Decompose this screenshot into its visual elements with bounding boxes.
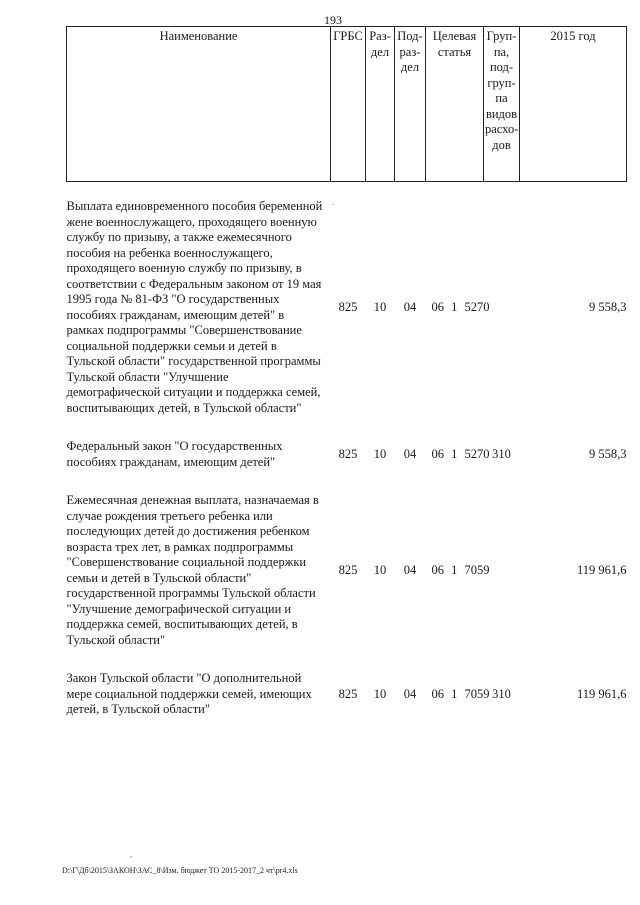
- row-razdel: 10: [373, 562, 387, 577]
- gap-row: [67, 470, 627, 493]
- row-amount: 9 558,3: [589, 446, 627, 461]
- row-name: Выплата единовременного пособия беременной жене военнослужащего, проходящего военную службу по призыву, а также ежемесячного пособия на ребенка военнослужащего, проходящего военную службу по призыву, в соответствии с Федеральным законом от 19 мая 1995 года № 81-ФЗ "О государственных пособиях гражданам, имеющим детей" в рамках подпрограммы "Совершенствование социальной поддержки семьи и детей в Тульской области" государственной программы Тульской области "Улучшение демографической ситуации и поддержка семей, воспитывающих детей, в Тульской области": [66, 199, 323, 415]
- row-grbs: 825: [338, 446, 358, 461]
- scan-mark: .: [332, 198, 334, 207]
- header-group: Груп- па, под- груп- па видов расхо- дов: [484, 27, 520, 182]
- header-article: Целевая статья: [426, 27, 484, 182]
- row-razdel: 10: [373, 299, 387, 314]
- page-number: 193: [324, 13, 342, 27]
- row-grbs: 825: [338, 686, 358, 701]
- row-group: 310: [492, 686, 511, 701]
- table-header-row: [67, 27, 627, 182]
- row-podrazdel: 04: [403, 686, 417, 701]
- budget-table: [66, 26, 627, 718]
- gap-row: [67, 416, 627, 439]
- row-article: 06 1 5270: [431, 299, 490, 314]
- spacer-row: [67, 182, 627, 200]
- header-grbs: ГРБС: [331, 27, 366, 182]
- header-name: Наименование: [67, 27, 331, 182]
- row-amount: 9 558,3: [589, 299, 627, 314]
- table-row: [67, 493, 627, 648]
- header-year: 2015 год: [520, 27, 627, 182]
- row-grbs: 825: [338, 562, 358, 577]
- footer-file-path: D:\Г\Дб\2015\ЗАКОН\ЗАС_8\Изм. бюджет ТО 2015-2017_2 чт\pr4.xls: [62, 866, 298, 875]
- row-podrazdel: 04: [403, 446, 417, 461]
- row-article: 06 1 7059: [431, 562, 490, 577]
- row-razdel: 10: [373, 446, 387, 461]
- row-amount: 119 961,6: [576, 686, 627, 701]
- row-article: 06 1 5270: [431, 446, 490, 461]
- row-name: Федеральный закон "О государственных пособиях гражданам, имеющим детей": [66, 439, 283, 469]
- table-row: [67, 439, 627, 470]
- scan-mark: ,: [130, 850, 132, 859]
- row-grbs: 825: [338, 299, 358, 314]
- row-podrazdel: 04: [403, 562, 417, 577]
- header-podrazdel: Под- раз- дел: [395, 27, 426, 182]
- header-razdel: Раз- дел: [366, 27, 395, 182]
- gap-row: [67, 648, 627, 671]
- row-podrazdel: 04: [403, 299, 417, 314]
- row-article: 06 1 7059: [431, 686, 490, 701]
- row-name: Закон Тульской области "О дополнительной мере социальной поддержки семей, имеющих детей, в Тульской области": [66, 671, 312, 716]
- table-row: [67, 199, 627, 416]
- table-row: [67, 671, 627, 718]
- row-amount: 119 961,6: [576, 562, 627, 577]
- row-name: Ежемесячная денежная выплата, назначаемая в случае рождения третьего ребенка или последующих детей до достижения ребенком возраста трех лет, в рамках подпрограммы "Совершенствование социальной поддержки семьи и детей в Тульской области" государственной программы Тульской области "Улучшение демографической ситуации и поддержка семей, воспитывающих детей, в Тульской области": [66, 493, 319, 647]
- row-group: 310: [492, 446, 511, 461]
- row-razdel: 10: [373, 686, 387, 701]
